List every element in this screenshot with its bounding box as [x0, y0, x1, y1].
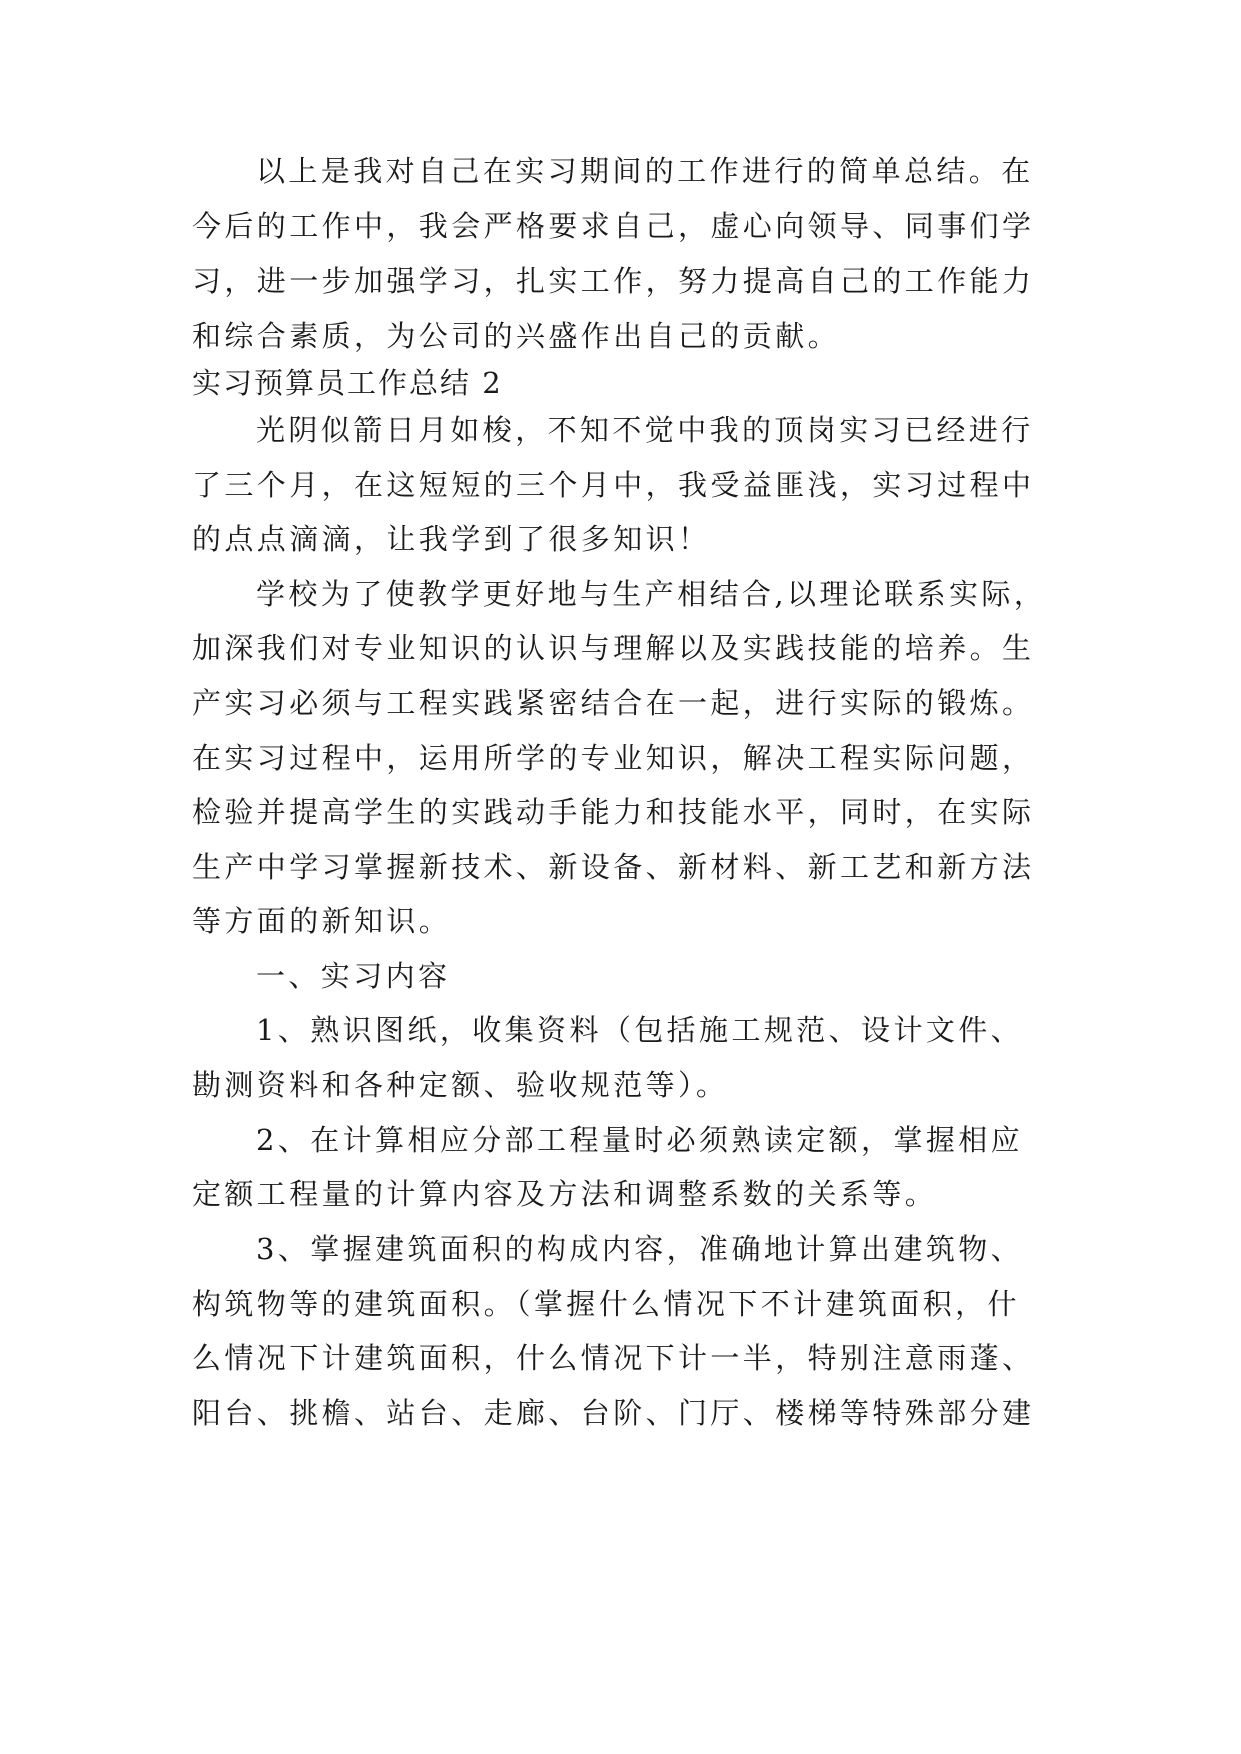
- paragraph-3-line-4: 在实习过程中，运用所学的专业知识，解决工程实际问题，: [192, 741, 1035, 775]
- paragraph-2-line-3: 的点点滴滴，让我学到了很多知识！: [192, 522, 711, 556]
- paragraph-1-line-2: 今后的工作中，我会严格要求自己，虚心向领导、同事们学: [192, 209, 1035, 243]
- item-3-line-4: 阳台、挑檐、站台、走廊、台阶、门厅、楼梯等特殊部分建: [192, 1396, 1035, 1430]
- paragraph-2-line-1: 光阴似箭日月如梭，不知不觉中我的顶岗实习已经进行: [256, 413, 1034, 447]
- item-3-line-2: 构筑物等的建筑面积。（掌握什么情况下不计建筑面积，什: [192, 1287, 1020, 1321]
- item-1-line-1: 1、熟识图纸，收集资料（包括施工规范、设计文件、: [256, 1013, 1024, 1047]
- item-3-line-3: 么情况下计建筑面积，什么情况下计一半，特别注意雨蓬、: [192, 1341, 1035, 1375]
- paragraph-3-line-1: 学校为了使教学更好地与生产相结合,以理论联系实际，: [256, 577, 1047, 611]
- paragraph-3-line-3: 产实习必须与工程实践紧密结合在一起，进行实际的锻炼。: [192, 686, 1035, 720]
- paragraph-1-line-1: 以上是我对自己在实习期间的工作进行的简单总结。在: [256, 154, 1034, 188]
- item-1-line-2: 勘测资料和各种定额、验收规范等）。: [192, 1068, 729, 1102]
- item-2-line-1: 2、在计算相应分部工程量时必须熟读定额，掌握相应: [256, 1123, 1024, 1157]
- section-heading: 实习预算员工作总结 2: [192, 366, 503, 400]
- paragraph-3-line-5: 检验并提高学生的实践动手能力和技能水平，同时，在实际: [192, 795, 1035, 829]
- paragraph-3-line-7: 等方面的新知识。: [192, 904, 452, 938]
- item-3-line-1: 3、掌握建筑面积的构成内容，准确地计算出建筑物、: [256, 1232, 1024, 1266]
- paragraph-3-line-2: 加深我们对专业知识的认识与理解以及实践技能的培养。生: [192, 631, 1035, 665]
- subheading-internship-content: 一、实习内容: [256, 959, 451, 993]
- item-2-line-2: 定额工程量的计算内容及方法和调整系数的关系等。: [192, 1177, 938, 1211]
- paragraph-3-line-6: 生产中学习掌握新技术、新设备、新材料、新工艺和新方法: [192, 850, 1035, 884]
- paragraph-2-line-2: 了三个月，在这短短的三个月中，我受益匪浅，实习过程中: [192, 468, 1035, 502]
- paragraph-1-line-3: 习，进一步加强学习，扎实工作，努力提高自己的工作能力: [192, 264, 1035, 298]
- paragraph-1-line-4: 和综合素质，为公司的兴盛作出自己的贡献。: [192, 319, 841, 353]
